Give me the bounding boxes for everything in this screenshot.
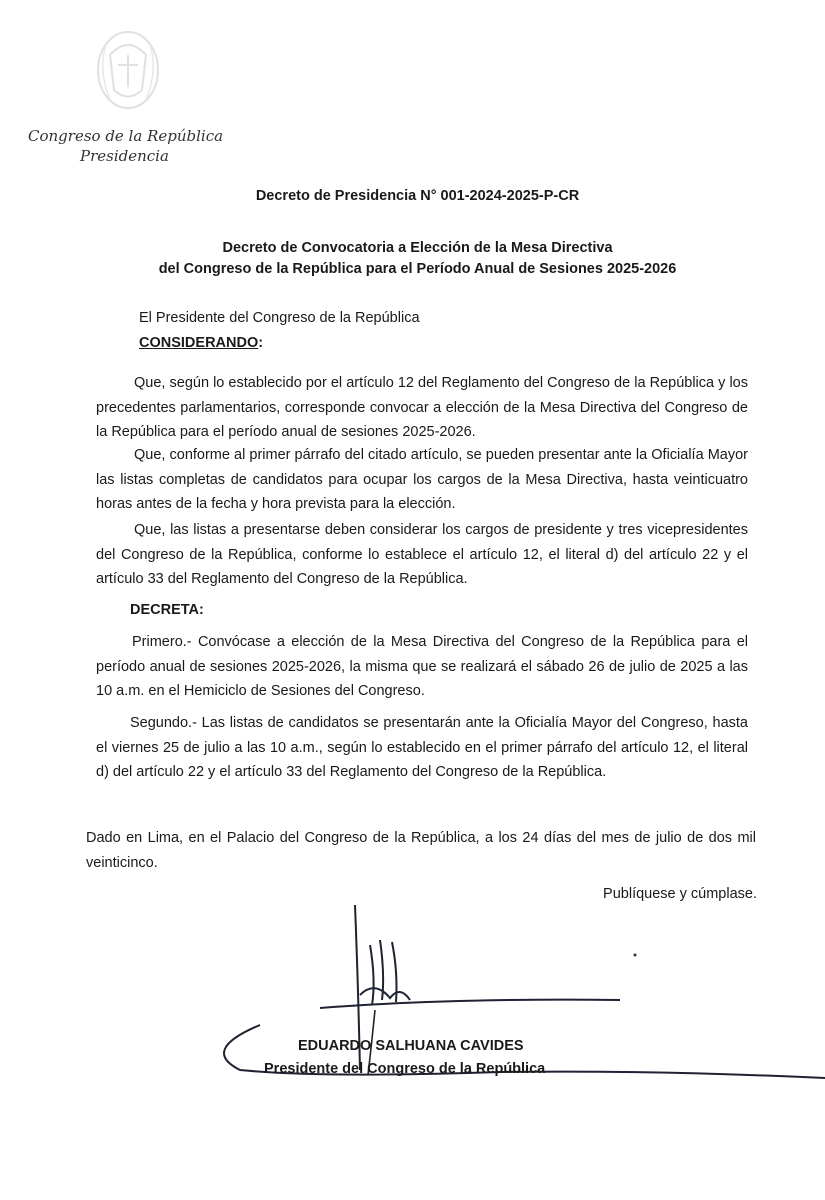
- issuer-block: [96, 306, 748, 355]
- considerando-section-2: [96, 443, 748, 517]
- considerando-section-3: [96, 518, 748, 592]
- considerando-label: CONSIDERANDO: [139, 334, 259, 351]
- publish-formula: Publíquese y cúmplase.: [603, 886, 757, 902]
- closing-given-text: Dado en Lima, en el Palacio del Congreso de la República, a los 24 días del mes de julio de dos mil veinticinco.: [86, 830, 756, 871]
- considerando-paragraph-1: Que, según lo establecido por el artículo 12 del Reglamento del Congreso de la República y los precedentes parlamentarios, corresponde convocar a elección de la Mesa Directiva del Congreso de la República para el período anual de sesiones 2025-2026.: [96, 375, 748, 441]
- decreta-article-1: Primero.- Convócase a elección de la Mesa Directiva del Congreso de la República para el período anual de sesiones 2025-2026, la misma que se realizará el sábado 26 de julio de 2025 a las 10 a.m. en el Hemiciclo de Sesiones del Congreso.: [96, 634, 748, 700]
- decreta-heading-block: [130, 598, 430, 623]
- congress-seal-watermark: [88, 15, 168, 125]
- considerando-paragraph-2: Que, conforme al primer párrafo del citado artículo, se pueden presentar ante la Oficialía Mayor las listas completas de candidatos para ocupar los cargos de la Mesa Directiva, hasta veinticuatro horas antes de la fecha y hora prevista para la elección.: [96, 447, 748, 513]
- institution-name: Congreso de la República: [28, 127, 224, 145]
- decree-number: Decreto de Presidencia N° 001-2024-2025-P-CR: [255, 188, 580, 204]
- institution-header: [28, 126, 223, 167]
- considerando-section: [96, 371, 748, 445]
- decreta-article-2: Segundo.- Las listas de candidatos se presentarán ante la Oficialía Mayor del Congreso, hasta el viernes 25 de julio a las 10 a.m., según lo establecido en el primer párrafo del artículo 12, el literal d) del artículo 22 y el artículo 33 del Reglamento del Congreso de la República.: [96, 715, 748, 781]
- decreta-section-2: [96, 711, 748, 785]
- decreta-heading: DECRETA:: [130, 602, 204, 618]
- signer-name: EDUARDO SALHUANA CAVIDES: [298, 1038, 524, 1054]
- signer-title: Presidente del Congreso de la República: [264, 1061, 546, 1077]
- considerando-heading: [96, 331, 748, 356]
- issuer-line: El Presidente del Congreso de la República: [139, 310, 420, 326]
- decreta-section-1: [96, 630, 748, 704]
- institution-office: Presidencia: [80, 147, 169, 166]
- decree-title-line2: del Congreso de la República para el Período Anual de Sesiones 2025-2026: [158, 261, 677, 278]
- considerando-paragraph-3: Que, las listas a presentarse deben considerar los cargos de presidente y tres vicepresidentes del Congreso de la República, conforme lo establece el artículo 12, el literal d) del artículo 22 y el artículo 33 del Reglamento del Congreso de la República.: [96, 522, 748, 588]
- decree-title-line1: Decreto de Convocatoria a Elección de la Mesa Directiva: [222, 240, 613, 256]
- decree-title: [0, 238, 825, 280]
- considerando-colon: :: [258, 334, 264, 351]
